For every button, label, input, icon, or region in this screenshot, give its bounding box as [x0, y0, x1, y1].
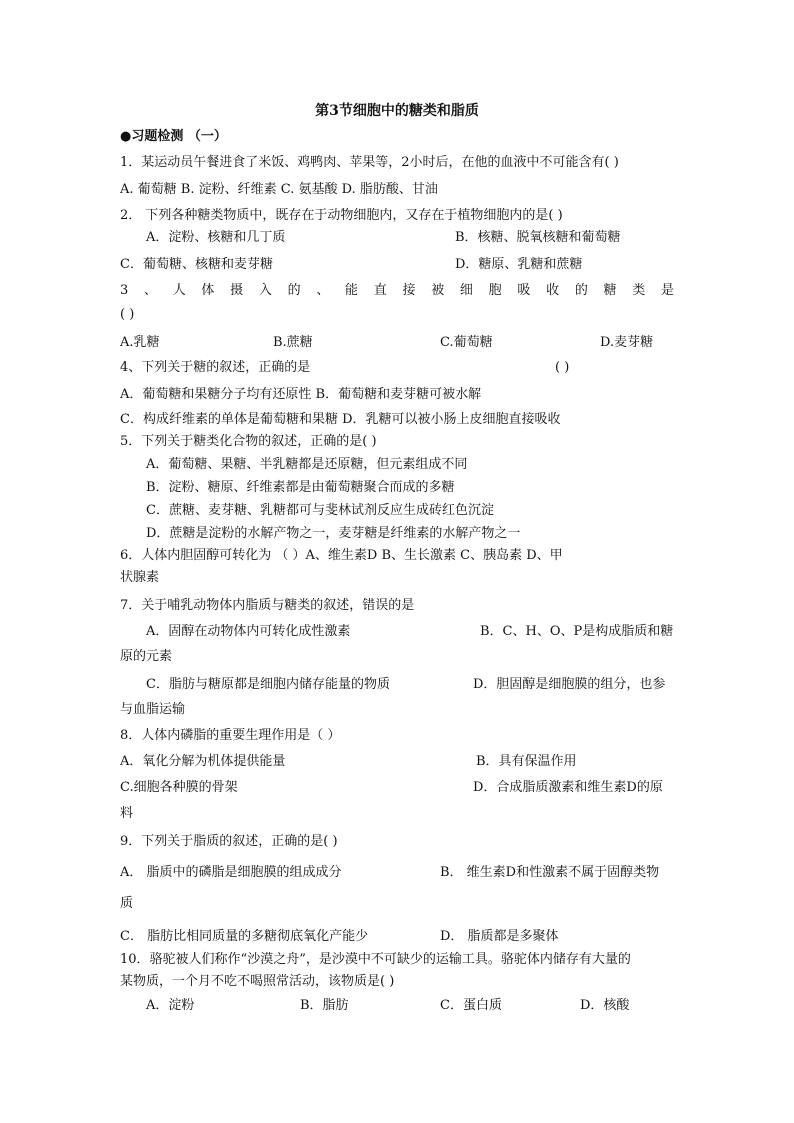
q9-stem: 9．下列关于脂质的叙述，正确的是( )	[120, 834, 338, 849]
q1-options: A. 葡萄糖 B. 淀粉、纤维素 C. 氨基酸 D. 脂肪酸、甘油	[120, 182, 438, 197]
q9-option-c: C． 脂肪比相同质量的多糖彻底氧化产能少	[120, 929, 369, 944]
q2-option-c: C．葡萄糖、核糖和麦芽糖	[120, 257, 273, 272]
q7-stem: 7．关于哺乳动物体内脂质与糖类的叙述，错误的是	[120, 598, 415, 613]
q5-option-b: B．淀粉、糖原、纤维素都是由葡萄糖聚合而成的多糖	[146, 480, 455, 495]
q2-option-b: B．核糖、脱氧核糖和葡萄糖	[455, 230, 621, 245]
q6-line2: 状腺素	[120, 570, 160, 585]
q10-option-c: C．蛋白质	[440, 998, 502, 1013]
q10-line1: 10．骆驼被人们称作“沙漠之舟”，是沙漠中不可缺少的运输工具。骆驼体内储存有大量的	[120, 952, 631, 967]
q2-option-a: A．淀粉、核糖和几丁质	[146, 230, 286, 245]
q4-stem: 4、下列关于糖的叙述，正确的是	[120, 360, 311, 375]
q4-paren: ( )	[555, 360, 570, 375]
q4-options-ab: A．葡萄糖和果糖分子均有还原性 B．葡萄糖和麦芽糖可被水解	[120, 387, 482, 402]
q7-option-c: C．脂肪与糖原都是细胞内储存能量的物质	[146, 677, 390, 692]
q3-stem: 3、人体摄入的、能直接被细胞吸收的糖类是	[120, 283, 674, 298]
q7-option-d-cont: 与血脂运输	[120, 702, 186, 717]
q3-option-d: D.麦芽糖	[600, 335, 654, 350]
q8-option-c: C.细胞各种膜的骨架	[120, 780, 238, 795]
q9-option-b-cont: 质	[120, 896, 134, 911]
q8-option-a: A．氧化分解为机体提供能量	[120, 754, 286, 769]
q2-stem: 2． 下列各种糖类物质中，既存在于动物细胞内，又存在于植物细胞内的是( )	[120, 208, 563, 223]
page-title: 第3节细胞中的糖类和脂质	[315, 103, 479, 119]
q10-option-b: B．脂肪	[300, 998, 349, 1013]
q3-option-c: C.葡萄糖	[440, 335, 493, 350]
q5-option-c: C．蔗糖、麦芽糖、乳糖都可与斐林试剂反应生成砖红色沉淀	[146, 503, 494, 518]
q7-option-b-cont: 原的元素	[120, 649, 173, 664]
q1-stem: 1．某运动员午餐进食了米饭、鸡鸭肉、苹果等，2小时后，在他的血液中不可能含有( )	[120, 155, 619, 170]
q9-option-b: B． 维生素D和性激素不属于固醇类物	[440, 865, 660, 880]
q4-options-cd: C．构成纤维素的单体是葡萄糖和果糖 D．乳糖可以被小肠上皮细胞直接吸收	[120, 412, 561, 427]
q3-option-b: B.蔗糖	[273, 335, 313, 350]
q8-option-d-cont: 料	[120, 806, 134, 821]
q7-option-b: B．C、H、O、P是构成脂质和糖	[480, 624, 674, 639]
q2-option-d: D．糖原、乳糖和蔗糖	[455, 257, 583, 272]
q8-option-d: D．合成脂质激素和维生素D的原	[473, 780, 663, 795]
q10-option-d: D．核酸	[580, 998, 630, 1013]
q7-option-a: A．固醇在动物体内可转化成性激素	[146, 624, 351, 639]
q9-option-a: A． 脂质中的磷脂是细胞膜的组成成分	[120, 865, 342, 880]
q9-option-d: D． 脂质都是多聚体	[440, 929, 559, 944]
q5-stem: 5．下列关于糖类化合物的叙述，正确的是( )	[120, 434, 377, 449]
q5-option-a: A．葡萄糖、果糖、半乳糖都是还原糖，但元素组成不同	[146, 457, 468, 472]
section-heading: ●习题检测 （一）	[120, 129, 227, 144]
q8-option-b: B．具有保温作用	[476, 754, 577, 769]
q5-option-d: D．蔗糖是淀粉的水解产物之一，麦芽糖是纤维素的水解产物之一	[146, 526, 521, 541]
q6-line1: 6．人体内胆固醇可转化为 （ ）A、维生素D B、生长激素 C、胰岛素 D、甲	[120, 548, 563, 563]
q8-stem: 8．人体内磷脂的重要生理作用是（ ）	[120, 728, 341, 743]
q3-paren: ( )	[120, 307, 135, 322]
q10-line2: 某物质，一个月不吃不喝照常活动，该物质是( )	[120, 974, 395, 989]
q3-option-a: A.乳糖	[120, 335, 160, 350]
q10-option-a: A．淀粉	[146, 998, 195, 1013]
q7-option-d: D．胆固醇是细胞膜的组分，也参	[473, 677, 666, 692]
